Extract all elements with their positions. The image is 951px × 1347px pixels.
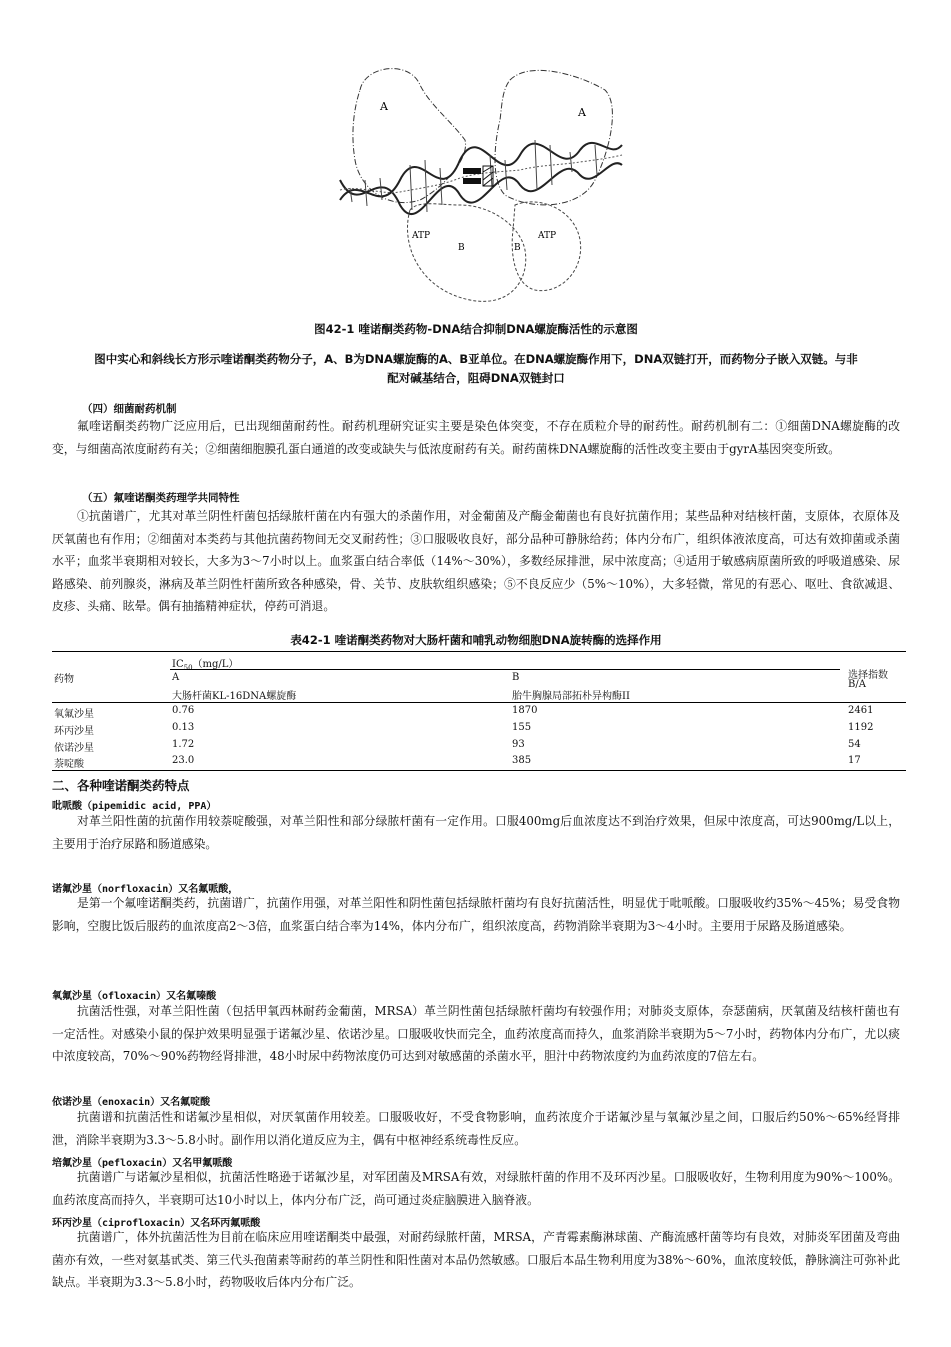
col-header-b-desc: 胎牛胸腺局部拓朴异构酶II [512, 691, 630, 702]
table-row: 氧氟沙星 0.76 1870 2461 [54, 705, 874, 720]
drug-heading-ppa: 吡哌酸（pipemidic acid, PPA） [52, 801, 217, 812]
drug-molecule-solid [463, 178, 481, 184]
svg-text:A: A [380, 100, 388, 113]
drug-heading-norfloxacin: 诺氟沙星（norfloxacin）又名氟哌酸， [52, 884, 239, 895]
drug-heading-ofloxacin: 氧氟沙星（ofloxacin）又名氟嗪酸 [52, 991, 217, 1002]
svg-text:ATP: ATP [412, 231, 431, 241]
col-header-ratio: B/A [848, 679, 866, 690]
drug-heading-ciprofloxacin: 环丙沙星（ciprofloxacin）又名环丙氟哌酸 [52, 1218, 261, 1229]
drug-heading-enoxacin: 依诺沙星（enoxacin）又名氟啶酸 [52, 1097, 211, 1108]
col-header-ic50: $IC_{50}(mg/L)$ [172, 659, 239, 672]
section-heading-resistance: （四）细菌耐药机制 [82, 403, 177, 415]
paragraph-ppa: 对革兰阳性菌的抗菌作用较萘啶酸强，对革兰阳性和部分绿脓杆菌有一定作用。口服400mg后血浓度达不到治疗效果，但尿中浓度高，可达900mg/L以上，主要用于治疗尿路和肠道感染。 [52, 814, 900, 851]
paragraph-ofloxacin: 抗菌活性强，对革兰阳性菌（包括甲氧西林耐药金葡菌，MRSA）革兰阴性菌包括绿脓杆菌均有较强作用；对肺炎支原体，奈瑟菌病，厌氧菌及结核杆菌也有一定活性。对感染小鼠的保护效果明显强于诺氟沙星、依诺沙星。口服吸收快而完全，血药浓度高而持久，血浆消除半衰期为5～7小时，药物体内分布广，尤以痰中浓度较高，70%～90%药物经肾排泄，48小时尿中药物浓度仍可达到对敏感菌的杀菌水平，胆汁中药物浓度约为血药浓度的7倍左右。 [52, 1004, 900, 1063]
svg-text:B: B [458, 243, 465, 253]
paragraph-pefloxacin: 抗菌谱广与诺氟沙星相似，抗菌活性略逊于诺氟沙星，对军团菌及MRSA有效，对绿脓杆菌的作用不及环丙沙星。口服吸收好，生物利用度为90%～100%。血药浓度高而持久，半衰期可达10小时以上，体内分布广泛，尚可通过炎症脑膜进入脑脊液。 [52, 1170, 900, 1207]
paragraph-enoxacin: 抗菌谱和抗菌活性和诺氟沙星相似，对厌氧菌作用较差。口服吸收好，不受食物影响，血药浓度介于诺氟沙星与氧氟沙星之间，口服后约50%～65%经肾排泄，消除半衰期为3.3～5.8小时。副作用以消化道反应为主，偶有中枢神经系统毒性反应。 [52, 1110, 900, 1147]
svg-text:A: A [578, 106, 586, 119]
col-header-a-desc: 大肠杆菌KL-16DNA螺旋酶 [172, 691, 297, 702]
table-title: 表42-1 喹诺酮类药物对大肠杆菌和哺乳动物细胞DNA旋转酶的选择作用 [290, 633, 662, 647]
figure-description-line2: 配对碱基结合，阻碍DNA双链封口 [387, 371, 565, 385]
table-row: 依诺沙星 1.72 93 54 [54, 739, 861, 754]
figure-caption: 图42-1 喹诺酮类药物-DNA结合抑制DNA螺旋酶活性的示意图 [314, 322, 638, 336]
paragraph-pharmacology: ①抗菌谱广，尤其对革兰阴性杆菌包括绿脓杆菌在内有强大的杀菌作用，对金葡菌及产酶金葡菌也有良好抗菌作用；某些品种对结核杆菌，支原体，衣原体及厌氧菌也有作用；②细菌对本类药与其他抗菌药物间无交叉耐药性；③口服吸收良好，部分品种可静脉给药；体内分布广，组织体液浓度高，可达有效抑菌或杀菌水平；血浆半衰期相对较长，大多为3～7小时以上。血浆蛋白结合率低（14%～30%），多数经尿排泄，尿中浓度高；④适用于敏感病原菌所致的呼吸道感染、尿路感染、前列腺炎，淋病及革兰阴性杆菌所致各种感染，骨、关节、皮肤软组织感染；⑤不良反应少（5%～10%），大多轻微，常见的有恶心、呕吐、食欲减退、皮疹、头痛、眩晕。偶有抽搐精神症状，停药可消退。 [52, 509, 900, 613]
paragraph-ciprofloxacin: 抗菌谱广，体外抗菌活性为目前在临床应用喹诺酮类中最强，对耐药绿脓杆菌，MRSA，产青霉素酶淋球菌、产酶流感杆菌等均有良效，对肺炎军团菌及弯曲菌亦有效，一些对氨基甙类、第三代头孢菌素等耐药的革兰阴性和阳性菌对本品仍然敏感。口服后本品生物利用度为38%～60%，血浓度较低，静脉滴注可弥补此缺点。半衰期为3.3～5.8小时，药物吸收后体内分布广泛。 [52, 1230, 900, 1289]
figure-description-line1: 图中实心和斜线长方形示喹诺酮类药物分子，A、B为DNA螺旋酶的A、B亚单位。在DNA螺旋酶作用下，DNA双链打开，而药物分子嵌入双链。与非 [94, 352, 858, 366]
svg-text:ATP: ATP [538, 231, 557, 241]
table-row: 环丙沙星 0.13 155 1192 [54, 722, 874, 737]
drug-molecule-solid [463, 168, 481, 174]
section-heading-drugs: 二、各种喹诺酮类药特点 [52, 778, 190, 793]
table-row: 萘啶酸 23.0 385 17 [54, 755, 861, 770]
section-heading-pharmacology: （五）氟喹诺酮类药理学共同特性 [82, 492, 240, 504]
col-header-selectivity: 选择指数 [848, 670, 888, 681]
paragraph-norfloxacin: 是第一个氟喹诺酮类药，抗菌谱广，抗菌作用强，对革兰阳性和阴性菌包括绿脓杆菌均有良好抗菌活性，明显优于吡哌酸。口服吸收约35%～45%；易受食物影响，空腹比饭后服药的血浓度高2～3倍，血浆蛋白结合率为14%，体内分布广，组织浓度高，药物消除半衰期为3～4小时。主要用于尿路及肠道感染。 [52, 896, 900, 933]
paragraph-resistance: 氟喹诺酮类药物广泛应用后，已出现细菌耐药性。耐药机理研究证实主要是染色体突变，不存在质粒介导的耐药性。耐药机制有二：①细菌DNA螺旋酶的改变，与细菌高浓度耐药有关；②细菌细胞膜孔蛋白通道的改变或缺失与低浓度耐药有关。耐药菌株DNA螺旋酶的活性改变主要由于gyrA基因突变所致。 [52, 419, 900, 456]
drug-heading-pefloxacin: 培氟沙星（pefloxacin）又名甲氟哌酸 [52, 1158, 233, 1169]
selectivity-table [52, 651, 906, 771]
col-header-drug: 药物 [54, 674, 74, 685]
col-header-a: A [172, 672, 180, 683]
col-header-b: B [512, 672, 520, 683]
dna-gyrase-figure [330, 60, 626, 308]
svg-text:B: B [514, 243, 521, 253]
